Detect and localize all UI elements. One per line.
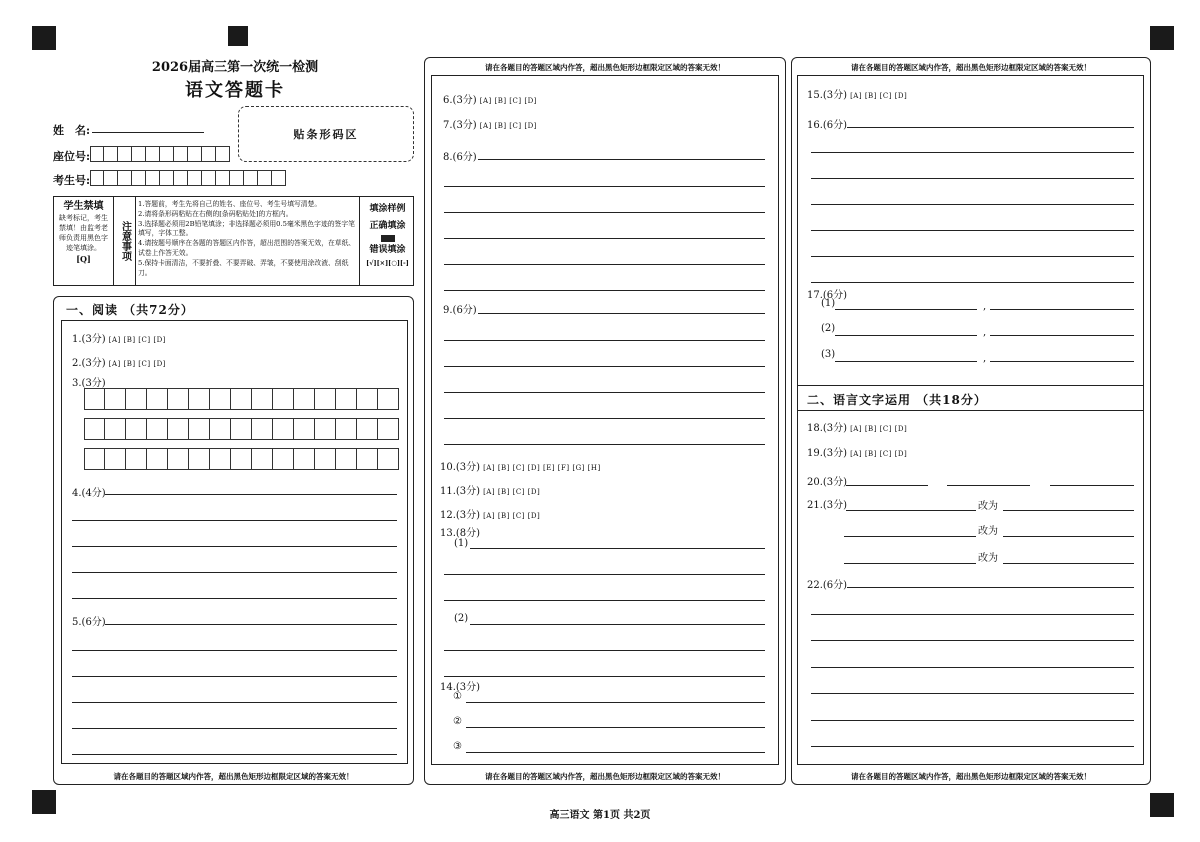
answer-line[interactable] [811,693,1134,694]
registration-mark-top-mid [228,26,248,46]
section-divider [797,385,1144,386]
answer-line[interactable] [444,264,765,265]
answer-line[interactable] [444,574,765,575]
section-divider [797,410,1144,411]
answer-line[interactable] [844,536,976,537]
exam-number-boxes[interactable] [90,170,286,186]
exam-title: 2026届高三第一次统一检测 [151,60,319,75]
answer-line[interactable] [811,614,1134,615]
comma: , [983,301,987,312]
answer-line[interactable] [444,340,765,341]
notes-title: 注意事项 [114,197,136,285]
answer-line[interactable] [1003,510,1134,511]
boundary-warning: 请在各题目的答题区域内作答，超出黑色矩形边框限定区域的答案无效！ [113,772,354,781]
question-8-label: 8.(6分) [443,152,477,163]
question-13-part-2: (2) [454,613,469,624]
answer-line[interactable] [72,520,397,521]
answer-line[interactable] [72,728,397,729]
answer-line[interactable] [811,746,1134,747]
question-12[interactable]: 12.(3分) [A] [B] [C] [D] [440,510,541,521]
question-3-grid-row[interactable] [84,418,399,440]
answer-line[interactable] [444,444,765,445]
question-14-part-3: ③ [453,741,462,752]
name-field[interactable] [92,132,204,133]
answer-line[interactable] [466,752,765,753]
card-title: 语文答题卡 [185,80,285,101]
answer-line[interactable] [105,624,397,625]
question-10[interactable]: 10.(3分) [A] [B] [C] [D] [E] [F] [G] [H] [440,462,601,473]
answer-line[interactable] [811,667,1134,668]
question-4-label: 4.(4分) [72,488,106,499]
answer-line[interactable] [847,127,1134,128]
answer-line[interactable] [811,720,1134,721]
student-forbid-cell [54,197,114,285]
fill-sample-title: 填涂样例 [369,204,406,214]
seat-label: 座位号: [53,150,91,163]
question-21-label: 21.(3分) [807,500,848,511]
boundary-warning: 请在各题目的答题区域内作答，超出黑色矩形边框限定区域的答案无效！ [851,63,1091,72]
answer-line[interactable] [811,178,1134,179]
answer-line[interactable] [444,650,765,651]
section1-title: 一、阅读 （共72分） [66,303,194,317]
answer-line[interactable] [72,650,397,651]
question-13-label: 13.(8分) [440,528,481,539]
note-item: 1.答题前，考生先将自己的姓名、座位号、考生号填写清楚。 [138,200,322,208]
answer-line[interactable] [444,290,765,291]
answer-line[interactable] [835,361,977,362]
answer-line[interactable] [444,418,765,419]
name-label: 姓 名: [53,124,91,137]
question-3-grid-row[interactable] [84,448,399,470]
answer-line[interactable] [1003,563,1134,564]
answer-line[interactable] [990,309,1134,310]
note-item: 2.请将条形码粘贴在右侧的[条码粘贴处]的方框内。 [138,209,293,218]
question-17-part-1: (1) [821,298,836,309]
question-17-part-3: (3) [821,349,836,360]
answer-line[interactable] [466,727,765,728]
answer-line[interactable] [835,335,977,336]
answer-line[interactable] [72,546,397,547]
student-forbid-text: 缺考标记，考生禁填！由监考老师负责用黑色字迹笔填涂。 [59,214,108,252]
question-14-part-1: ① [453,691,462,702]
answer-line[interactable] [72,702,397,703]
answer-line[interactable] [990,335,1134,336]
question-16-label: 16.(6分) [807,120,848,131]
notes-list [138,200,356,278]
exam-number-label: 考生号: [53,174,91,187]
section2-title: 二、语言文字运用 （共18分） [807,393,987,407]
answer-line[interactable] [470,624,765,625]
answer-line[interactable] [478,313,765,314]
answer-line[interactable] [811,152,1134,153]
seat-number-boxes[interactable] [90,146,230,162]
boundary-warning: 请在各题目的答题区域内作答，超出黑色矩形边框限定区域的答案无效！ [485,63,725,72]
note-item: 5.保持卡面清洁，不要折叠、不要弄破、弄皱，不要使用涂改液、刮纸刀。 [138,258,349,277]
answer-line[interactable] [444,600,765,601]
registration-mark-top-left [32,26,56,50]
question-17-label: 17.(6分) [807,290,848,301]
student-forbid-title: 学生禁填 [63,201,104,212]
answer-line[interactable] [835,309,977,310]
question-22-label: 22.(6分) [807,580,848,591]
boundary-warning: 请在各题目的答题区域内作答，超出黑色矩形边框限定区域的答案无效！ [851,772,1091,781]
answer-line[interactable] [1050,485,1134,486]
answer-line[interactable] [811,640,1134,641]
question-1[interactable]: 1.(3分) [A] [B] [C] [D] [72,334,166,345]
change-to-label: 改为 [978,501,998,512]
answer-line[interactable] [444,186,765,187]
question-13-part-1: (1) [454,538,469,549]
question-14-part-2: ② [453,716,462,727]
notice-box [53,196,414,286]
answer-line[interactable] [105,494,397,495]
answer-line[interactable] [846,510,976,511]
answer-line[interactable] [990,361,1134,362]
boundary-warning: 请在各题目的答题区域内作答，超出黑色矩形边框限定区域的答案无效！ [485,772,725,781]
question-17-part-2: (2) [821,323,836,334]
middle-answer-area [431,75,779,765]
answer-line[interactable] [811,204,1134,205]
answer-line[interactable] [844,563,976,564]
question-15[interactable]: 15.(3分) [A] [B] [C] [D] [807,90,908,101]
answer-line[interactable] [811,282,1134,283]
question-9-label: 9.(6分) [443,305,477,316]
answer-line[interactable] [478,159,765,160]
section1-answer-area [61,320,408,764]
answer-line[interactable] [1003,536,1134,537]
question-18[interactable]: 18.(3分) [A] [B] [C] [D] [807,423,908,434]
question-2[interactable]: 2.(3分) [A] [B] [C] [D] [72,358,166,369]
answer-line[interactable] [847,587,1134,588]
answer-line[interactable] [72,598,397,599]
answer-line[interactable] [811,230,1134,231]
answer-line[interactable] [444,676,765,677]
note-item: 4.请按题号顺序在各题的答题区内作答，超出范围的答案无效，在草纸、试卷上作答无效。 [138,239,356,257]
change-to-label: 改为 [978,553,998,564]
correct-fill-label: 正确填涂 [369,221,406,231]
answer-line[interactable] [466,702,765,703]
fill-sample-cell [359,197,415,285]
answer-line[interactable] [72,676,397,677]
absent-mark[interactable]: [Q] [76,254,91,264]
answer-line[interactable] [947,485,1030,486]
answer-line[interactable] [444,366,765,367]
wrong-fill-marks: [√][×][○][-] [366,259,409,267]
question-11[interactable]: 11.(3分) [A] [B] [C] [D] [440,486,541,497]
answer-line[interactable] [444,238,765,239]
answer-line[interactable] [811,256,1134,257]
question-19[interactable]: 19.(3分) [A] [B] [C] [D] [807,448,908,459]
registration-mark-top-right [1150,26,1174,50]
comma: , [983,327,987,338]
correct-fill-mark-icon [381,235,395,242]
answer-line[interactable] [846,485,928,486]
comma: , [983,353,987,364]
question-7[interactable]: 7.(3分) [A] [B] [C] [D] [443,120,537,131]
answer-line[interactable] [72,754,397,755]
question-3-grid-row[interactable] [84,388,399,410]
wrong-fill-label: 错误填涂 [369,245,406,255]
change-to-label: 改为 [978,526,998,537]
note-item: 3.选择题必须用2B铅笔填涂；非选择题必须用0.5毫米黑色字迹的签字笔填写，字体工整。 [138,219,355,238]
page-footer: 高三语文 第1页 共2页 [549,810,651,821]
question-5-label: 5.(6分) [72,617,106,628]
question-6[interactable]: 6.(3分) [A] [B] [C] [D] [443,95,537,106]
question-20-label: 20.(3分) [807,477,848,488]
barcode-area: 贴条形码区 [238,106,414,162]
answer-line[interactable] [470,548,765,549]
question-14-label: 14.(3分) [440,682,481,693]
question-3-label: 3.(3分) [72,378,106,389]
answer-line[interactable] [444,392,765,393]
answer-line[interactable] [72,572,397,573]
answer-line[interactable] [444,212,765,213]
